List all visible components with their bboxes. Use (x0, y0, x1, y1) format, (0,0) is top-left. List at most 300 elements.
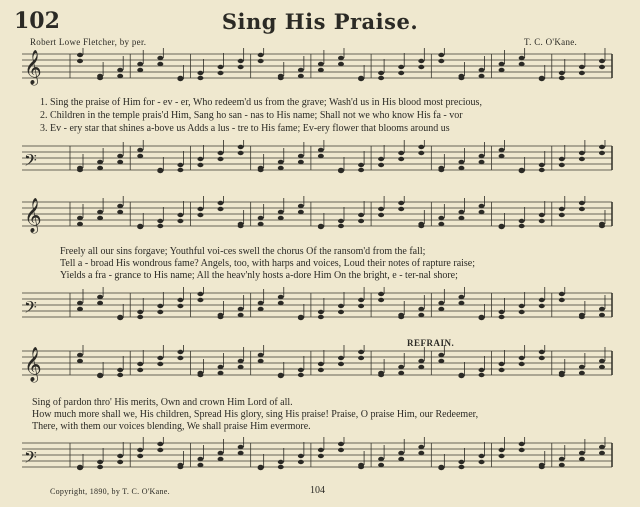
note-head (218, 201, 224, 205)
note-head (218, 371, 224, 375)
note-head (499, 362, 505, 366)
note-head (77, 301, 83, 305)
note-head (218, 365, 224, 369)
note-head (539, 219, 545, 223)
note-head (519, 362, 525, 366)
note-head (438, 222, 444, 226)
note-head (197, 213, 203, 217)
note-head (479, 373, 485, 377)
note-head (579, 457, 585, 461)
lyric-line-1-2: 2. Children in the temple prais'd Him, Sang ho san - nas to His name; Shall not we who know His fa - vor (40, 110, 463, 121)
note-head (438, 53, 444, 57)
note-head (197, 457, 203, 461)
lyric-line-3-1: Sing of pardon thro' His merits, Own and crown Him Lord of all. (32, 397, 293, 408)
note-head (418, 451, 424, 455)
note-head (418, 313, 424, 317)
bass-clef-icon: 𝄢 (24, 447, 37, 471)
note-head (298, 210, 304, 214)
note-head (398, 365, 404, 369)
note-head (499, 62, 505, 66)
note-head (197, 298, 203, 302)
note-head (218, 451, 224, 455)
note-head (579, 71, 585, 75)
note-head (559, 213, 565, 217)
note-head (177, 304, 183, 308)
note-head (378, 463, 384, 467)
note-head (358, 465, 364, 469)
note-head (539, 163, 545, 167)
lyric-line-1-3: 3. Ev - ery star that shines a-bove us Adds a lus - tre to His fame; Ev-ery flower that blooms around us (40, 123, 450, 134)
note-head (258, 53, 264, 57)
note-head (157, 219, 163, 223)
note-head (157, 448, 163, 452)
note-head (258, 465, 264, 469)
note-head (197, 76, 203, 80)
note-head (519, 168, 525, 172)
note-head (539, 465, 545, 469)
staff-system-3-treble (0, 345, 640, 385)
staff-system-2-bass (0, 287, 640, 327)
note-head (157, 442, 163, 446)
note-head (157, 62, 163, 66)
note-head (97, 160, 103, 164)
note-head (458, 160, 464, 164)
note-head (137, 310, 143, 314)
note-head (177, 213, 183, 217)
note-head (599, 59, 605, 63)
note-head (559, 298, 565, 302)
bass-clef-icon: 𝄢 (24, 150, 37, 174)
note-head (438, 168, 444, 172)
note-head (398, 457, 404, 461)
note-head (579, 365, 585, 369)
note-head (418, 445, 424, 449)
note-head (117, 373, 123, 377)
note-head (218, 65, 224, 69)
note-head (77, 168, 83, 172)
note-head (579, 207, 585, 211)
note-head (157, 56, 163, 60)
note-head (398, 151, 404, 155)
note-head (579, 201, 585, 205)
note-head (378, 71, 384, 75)
note-head (258, 216, 264, 220)
note-head (438, 301, 444, 305)
note-head (458, 210, 464, 214)
note-head (258, 301, 264, 305)
note-head (599, 359, 605, 363)
lyric-line-3-3: There, with them our voices blending, We shall praise Him evermore. (32, 421, 311, 432)
note-head (278, 216, 284, 220)
note-head (318, 68, 324, 72)
note-head (137, 315, 143, 319)
note-head (479, 68, 485, 72)
note-head (298, 373, 304, 377)
note-head (258, 59, 264, 63)
note-head (458, 295, 464, 299)
note-head (197, 207, 203, 211)
note-head (499, 154, 505, 158)
composer-credit: T. C. O'Kane. (524, 37, 578, 47)
note-head (117, 454, 123, 458)
note-head (197, 71, 203, 75)
note-head (298, 460, 304, 464)
note-head (278, 460, 284, 464)
note-head (479, 454, 485, 458)
note-head (499, 224, 505, 228)
note-head (398, 207, 404, 211)
lyric-line-3-2: How much more shall we, His children, Spread His glory, sing His praise! Praise, O praise Him, our Redeemer, (32, 409, 479, 420)
note-head (458, 373, 464, 377)
note-head (458, 465, 464, 469)
note-head (338, 224, 344, 228)
note-head (97, 373, 103, 377)
note-head (499, 68, 505, 72)
note-head (559, 207, 565, 211)
note-head (298, 454, 304, 458)
hymn-title: Sing His Praise. (221, 9, 419, 34)
note-head (278, 295, 284, 299)
note-head (298, 160, 304, 164)
note-head (559, 163, 565, 167)
note-head (539, 76, 545, 80)
note-head (358, 168, 364, 172)
note-head (559, 292, 565, 296)
note-head (77, 359, 83, 363)
note-head (318, 362, 324, 366)
note-head (519, 442, 525, 446)
note-head (398, 71, 404, 75)
note-head (177, 219, 183, 223)
note-head (77, 222, 83, 226)
note-head (137, 454, 143, 458)
treble-clef-icon: 𝄞 (24, 347, 42, 382)
lyric-line-2-3: Yields a fra - grance to His name; All the heav'nly hosts a-dore Him On the bright, e - ter-nal shore; (60, 270, 458, 281)
note-head (298, 315, 304, 319)
note-head (97, 210, 103, 214)
note-head (519, 219, 525, 223)
note-head (418, 151, 424, 155)
note-head (358, 163, 364, 167)
note-head (539, 304, 545, 308)
note-head (559, 71, 565, 75)
note-head (378, 207, 384, 211)
note-head (438, 59, 444, 63)
note-head (579, 65, 585, 69)
note-head (97, 460, 103, 464)
note-head (258, 168, 264, 172)
note-head (398, 371, 404, 375)
note-head (97, 76, 103, 80)
staff-system-1-treble (0, 48, 640, 88)
note-head (238, 365, 244, 369)
note-head (117, 210, 123, 214)
note-head (318, 154, 324, 158)
note-head (137, 224, 143, 228)
note-head (418, 307, 424, 311)
note-head (378, 163, 384, 167)
note-head (338, 448, 344, 452)
note-head (97, 301, 103, 305)
note-head (197, 373, 203, 377)
note-head (479, 204, 485, 208)
note-head (519, 310, 525, 314)
note-head (398, 315, 404, 319)
note-head (318, 62, 324, 66)
bass-clef-icon: 𝄢 (24, 297, 37, 321)
note-head (539, 350, 545, 354)
note-head (137, 448, 143, 452)
note-head (137, 62, 143, 66)
note-head (378, 373, 384, 377)
note-head (177, 76, 183, 80)
note-head (398, 451, 404, 455)
note-head (197, 157, 203, 161)
note-head (398, 201, 404, 205)
note-head (197, 163, 203, 167)
note-head (278, 465, 284, 469)
note-head (117, 160, 123, 164)
note-head (479, 74, 485, 78)
note-head (117, 315, 123, 319)
hymn-number: 102 (14, 8, 60, 34)
note-head (458, 460, 464, 464)
note-head (278, 301, 284, 305)
note-head (479, 154, 485, 158)
note-head (137, 148, 143, 152)
note-head (77, 59, 83, 63)
note-head (338, 442, 344, 446)
note-head (298, 204, 304, 208)
note-head (218, 457, 224, 461)
note-head (338, 219, 344, 223)
note-head (418, 365, 424, 369)
note-head (398, 157, 404, 161)
note-head (499, 315, 505, 319)
note-head (438, 353, 444, 357)
note-head (318, 448, 324, 452)
note-head (599, 365, 605, 369)
note-head (599, 451, 605, 455)
note-head (298, 368, 304, 372)
note-head (157, 356, 163, 360)
note-head (318, 454, 324, 458)
note-head (238, 451, 244, 455)
note-head (599, 224, 605, 228)
note-head (378, 76, 384, 80)
note-head (218, 315, 224, 319)
note-head (197, 292, 203, 296)
note-head (197, 463, 203, 467)
note-head (338, 56, 344, 60)
note-head (519, 448, 525, 452)
copyright-notice: Copyright, 1890, by T. C. O'Kane. (50, 487, 170, 496)
treble-clef-icon: 𝄞 (24, 198, 42, 233)
note-head (117, 368, 123, 372)
note-head (218, 157, 224, 161)
note-head (77, 216, 83, 220)
note-head (157, 310, 163, 314)
note-head (298, 154, 304, 158)
note-head (278, 373, 284, 377)
note-head (117, 204, 123, 208)
note-head (458, 301, 464, 305)
note-head (579, 451, 585, 455)
note-head (157, 224, 163, 228)
note-head (499, 454, 505, 458)
note-head (519, 304, 525, 308)
note-head (97, 166, 103, 170)
note-head (97, 465, 103, 469)
note-head (579, 315, 585, 319)
note-head (499, 448, 505, 452)
note-head (358, 213, 364, 217)
note-head (238, 59, 244, 63)
note-head (238, 145, 244, 149)
note-head (458, 166, 464, 170)
note-head (117, 154, 123, 158)
note-head (458, 76, 464, 80)
staff-system-2-treble (0, 196, 640, 236)
note-head (278, 210, 284, 214)
note-head (479, 368, 485, 372)
note-head (559, 463, 565, 467)
note-head (177, 465, 183, 469)
lyric-line-2-1: Freely all our sins forgave; Youthful voi-ces swell the chorus Of the ransom'd from the fall; (60, 246, 426, 257)
note-head (137, 368, 143, 372)
note-head (418, 65, 424, 69)
note-head (479, 210, 485, 214)
note-head (539, 356, 545, 360)
note-head (157, 168, 163, 172)
note-head (599, 445, 605, 449)
note-head (177, 298, 183, 302)
note-head (479, 315, 485, 319)
note-head (137, 68, 143, 72)
note-head (438, 216, 444, 220)
note-head (398, 65, 404, 69)
note-head (378, 292, 384, 296)
note-head (358, 304, 364, 308)
note-head (559, 373, 565, 377)
note-head (258, 222, 264, 226)
note-head (579, 371, 585, 375)
note-head (519, 224, 525, 228)
note-head (599, 151, 605, 155)
note-head (117, 74, 123, 78)
staff-system-3-bass (0, 437, 640, 477)
note-head (519, 62, 525, 66)
note-head (358, 356, 364, 360)
note-head (77, 53, 83, 57)
note-head (358, 219, 364, 223)
note-head (338, 62, 344, 66)
note-head (218, 207, 224, 211)
lyric-line-1-1: 1. Sing the praise of Him for - ev - er, Who redeem'd us from the grave; Wash'd us in His blood most precious, (40, 97, 482, 108)
note-head (258, 353, 264, 357)
note-head (378, 457, 384, 461)
note-head (579, 157, 585, 161)
note-head (418, 359, 424, 363)
note-head (378, 298, 384, 302)
note-head (238, 359, 244, 363)
note-head (418, 145, 424, 149)
note-head (177, 168, 183, 172)
note-head (499, 148, 505, 152)
note-head (77, 465, 83, 469)
note-head (238, 307, 244, 311)
note-head (298, 74, 304, 78)
note-head (539, 298, 545, 302)
note-head (358, 350, 364, 354)
note-head (579, 151, 585, 155)
note-head (177, 163, 183, 167)
note-head (338, 310, 344, 314)
note-head (338, 356, 344, 360)
note-head (559, 157, 565, 161)
note-head (157, 362, 163, 366)
note-head (599, 313, 605, 317)
note-head (599, 307, 605, 311)
note-head (298, 68, 304, 72)
note-head (539, 168, 545, 172)
note-head (458, 216, 464, 220)
note-head (338, 304, 344, 308)
note-head (238, 445, 244, 449)
note-head (278, 76, 284, 80)
note-head (599, 145, 605, 149)
note-head (559, 76, 565, 80)
staff-system-1-bass (0, 140, 640, 180)
note-head (117, 68, 123, 72)
note-head (117, 460, 123, 464)
note-head (318, 310, 324, 314)
refrain-label: REFRAIN. (407, 338, 455, 348)
note-head (278, 166, 284, 170)
note-head (318, 368, 324, 372)
note-head (238, 65, 244, 69)
note-head (358, 298, 364, 302)
page-number: 104 (310, 485, 325, 496)
note-head (418, 224, 424, 228)
note-head (378, 213, 384, 217)
note-head (519, 56, 525, 60)
note-head (378, 157, 384, 161)
note-head (418, 59, 424, 63)
note-head (258, 307, 264, 311)
note-head (438, 465, 444, 469)
note-head (157, 304, 163, 308)
note-head (318, 315, 324, 319)
note-head (137, 362, 143, 366)
note-head (338, 362, 344, 366)
note-head (318, 148, 324, 152)
note-head (278, 160, 284, 164)
note-head (77, 353, 83, 357)
note-head (218, 71, 224, 75)
note-head (559, 457, 565, 461)
note-head (97, 216, 103, 220)
note-head (77, 307, 83, 311)
note-head (97, 295, 103, 299)
note-head (479, 460, 485, 464)
note-head (258, 359, 264, 363)
note-head (177, 356, 183, 360)
note-head (438, 359, 444, 363)
note-head (238, 151, 244, 155)
note-head (218, 151, 224, 155)
note-head (539, 213, 545, 217)
